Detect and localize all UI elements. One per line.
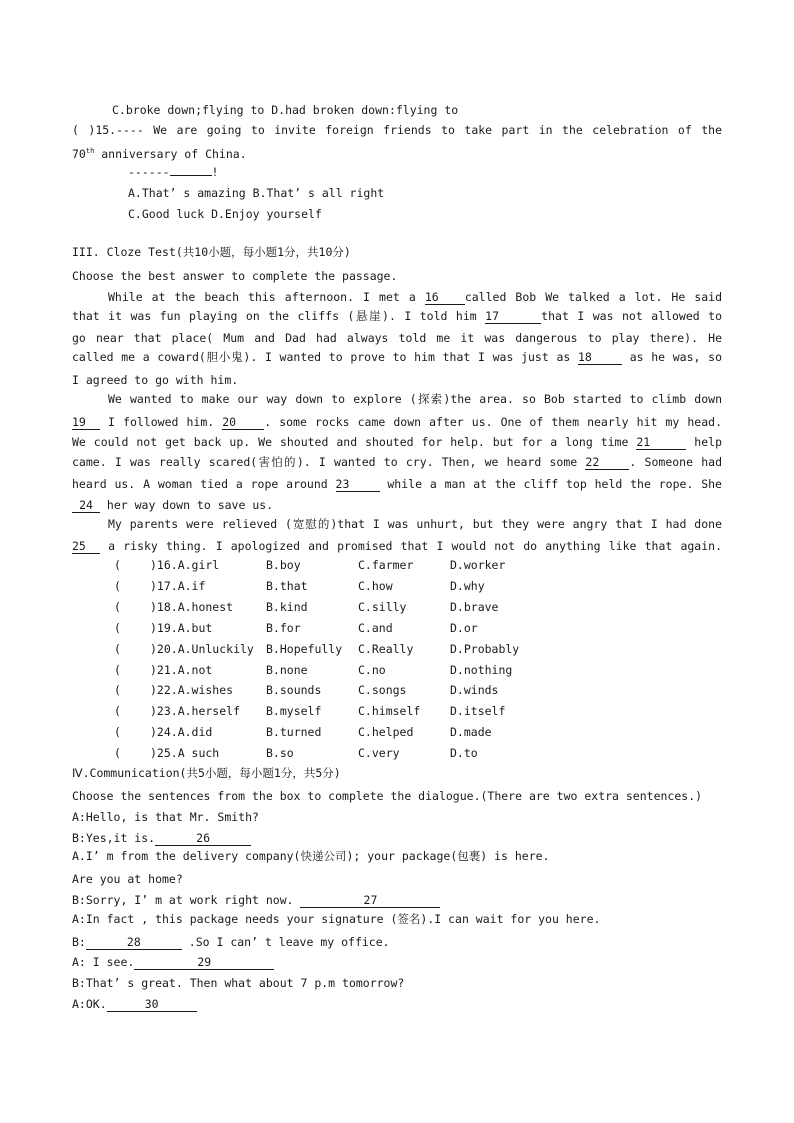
cloze-question-row <box>114 621 764 635</box>
passage-line-4: called me a coward(胆小鬼). I wanted to prove to him that I was just as 18 as he was, so <box>72 350 722 364</box>
option-b: B.sounds <box>266 683 322 698</box>
option-b: B.so <box>266 746 294 761</box>
cloze-question-row <box>114 642 764 656</box>
dialogue-line-3: A.I’ m from the delivery company(快递公司); your package(包裹) is here. <box>72 849 550 863</box>
option-d: D.why <box>450 578 485 593</box>
option-d: D.Probably <box>450 641 520 656</box>
option-a: )22.A.wishes <box>150 683 234 698</box>
q15-line2: 70th anniversary of China. <box>72 146 247 161</box>
option-c: C.Really <box>358 641 414 656</box>
dialogue-line-5: B:Sorry, I’ m at work right now. 27 <box>72 893 722 908</box>
passage-line-11: 24 her way down to save us. <box>72 498 722 513</box>
option-a: )17.A.if <box>150 578 206 593</box>
option-a: )19.A.but <box>150 620 213 635</box>
answer-bracket[interactable]: ( <box>114 599 121 614</box>
option-a: )25.A such <box>150 746 220 761</box>
cloze-question-row <box>114 683 764 697</box>
option-b: B.for <box>266 620 301 635</box>
option-b: B.none <box>266 662 308 677</box>
option-a: )16.A.girl <box>150 558 220 572</box>
answer-bracket[interactable]: ( <box>114 683 121 698</box>
passage-line-13: 25 a risky thing. I apologized and promised that I would not do anything like that again. <box>72 539 722 553</box>
option-b: B.that <box>266 578 308 593</box>
answer-bracket[interactable]: ( <box>114 725 121 740</box>
answer-bracket[interactable]: ( <box>114 662 121 677</box>
option-d: D.nothing <box>450 662 513 677</box>
option-d: D.winds <box>450 683 499 698</box>
answer-bracket[interactable]: ( <box>114 704 121 719</box>
option-a: )21.A.not <box>150 662 213 677</box>
cloze-question-row <box>114 746 764 760</box>
passage-line-12: My parents were relieved (宽慰的)that I was unhurt, but they were angry that I had done <box>108 517 722 531</box>
section4-instruction: Choose the sentences from the box to complete the dialogue.(There are two extra sentences.) <box>72 789 703 803</box>
option-c: C.how <box>358 578 393 593</box>
option-c: C.himself <box>358 704 421 719</box>
passage-line-8: We could not get back up. We shouted and shouted for help. but for a long time 21 help <box>72 435 722 449</box>
section4-title: Ⅳ.Communication(共5小题，每小题1分，共5分) <box>72 766 341 780</box>
cloze-question-row <box>114 725 764 739</box>
cloze-question-row <box>114 704 764 718</box>
dialogue-line-6: A:In fact , this package needs your signature (签名).I can wait for you here. <box>72 912 601 926</box>
option-b: B.turned <box>266 725 322 740</box>
passage-line-10: heard us. A woman tied a rope around 23 while a man at the cliff top held the rope. She <box>72 477 722 491</box>
answer-bracket[interactable]: ( <box>114 578 121 593</box>
passage-line-3: go near that place( Mum and Dad had always told me it was dangerous to play there). He <box>72 331 722 345</box>
answer-bracket[interactable]: ( <box>114 746 121 761</box>
option-a: )20.A.Unluckily <box>150 641 254 656</box>
option-b: B.Hopefully <box>266 641 343 656</box>
dialogue-line-8: A: I see. 29 <box>72 955 722 970</box>
cloze-question-row <box>114 663 764 677</box>
q14-options-cd: C.broke down;flying to D.had broken down:flying to <box>112 103 459 117</box>
cloze-question-row <box>114 600 764 614</box>
q15-options-cd: C.Good luck D.Enjoy yourself <box>128 207 322 221</box>
option-b: B.myself <box>266 704 322 719</box>
q15-reply: ------ ! <box>128 165 219 179</box>
q15-line1: ( )15.---- We are going to invite foreign friends to take part in the celebration of the <box>72 123 722 137</box>
cloze-question-row <box>114 558 764 572</box>
q15-options-ab: A.That’ s amazing B.That’ s all right <box>128 186 385 200</box>
dialogue-line-9: B:That’ s great. Then what about 7 p.m tomorrow? <box>72 976 405 990</box>
option-c: C.very <box>358 746 400 761</box>
passage-line-2: that it was fun playing on the cliffs (悬崖). I told him 17 that I was not allowed to <box>72 309 722 323</box>
answer-bracket[interactable]: ( <box>114 641 121 656</box>
option-c: C.silly <box>358 599 407 614</box>
option-c: C.and <box>358 620 393 635</box>
option-c: C.helped <box>358 725 414 740</box>
passage-line-1: While at the beach this afternoon. I met a 16 called Bob We talked a lot. He said <box>108 290 723 304</box>
dialogue-line-2: B:Yes,it is. 26 <box>72 831 722 846</box>
option-d: D.to <box>450 746 478 761</box>
passage-line-7: 19 I followed him. 20 . some rocks came down after us. One of them nearly hit my head. <box>72 415 723 429</box>
dialogue-line-4: Are you at home? <box>72 872 183 886</box>
option-a: )23.A.herself <box>150 704 241 719</box>
option-d: D.worker <box>450 558 506 572</box>
answer-bracket[interactable]: ( <box>114 558 121 572</box>
cloze-question-row <box>114 579 764 593</box>
option-c: C.no <box>358 662 386 677</box>
section3-title: III. Cloze Test(共10小题，每小题1分，共10分) <box>72 245 351 259</box>
option-c: C.songs <box>358 683 407 698</box>
passage-line-6: We wanted to make our way down to explore (探索)the area. so Bob started to climb down <box>108 392 722 406</box>
option-a: )24.A.did <box>150 725 213 740</box>
dialogue-line-1: A:Hello, is that Mr. Smith? <box>72 810 259 824</box>
passage-line-9: came. I was really scared(害怕的). I wanted to cry. Then, we heard some 22 . Someone had <box>72 455 722 469</box>
dialogue-line-10: A:OK. 30 <box>72 997 722 1012</box>
dialogue-line-7: B: 28 .So I can’ t leave my office. <box>72 935 390 949</box>
option-c: C.farmer <box>358 558 414 572</box>
option-b: B.kind <box>266 599 308 614</box>
option-d: D.brave <box>450 599 499 614</box>
answer-bracket[interactable]: ( <box>114 620 121 635</box>
passage-line-5: I agreed to go with him. <box>72 373 239 387</box>
option-d: D.itself <box>450 704 506 719</box>
section3-instruction: Choose the best answer to complete the passage. <box>72 269 398 283</box>
option-d: D.made <box>450 725 492 740</box>
option-d: D.or <box>450 620 478 635</box>
option-b: B.boy <box>266 558 301 572</box>
option-a: )18.A.honest <box>150 599 234 614</box>
